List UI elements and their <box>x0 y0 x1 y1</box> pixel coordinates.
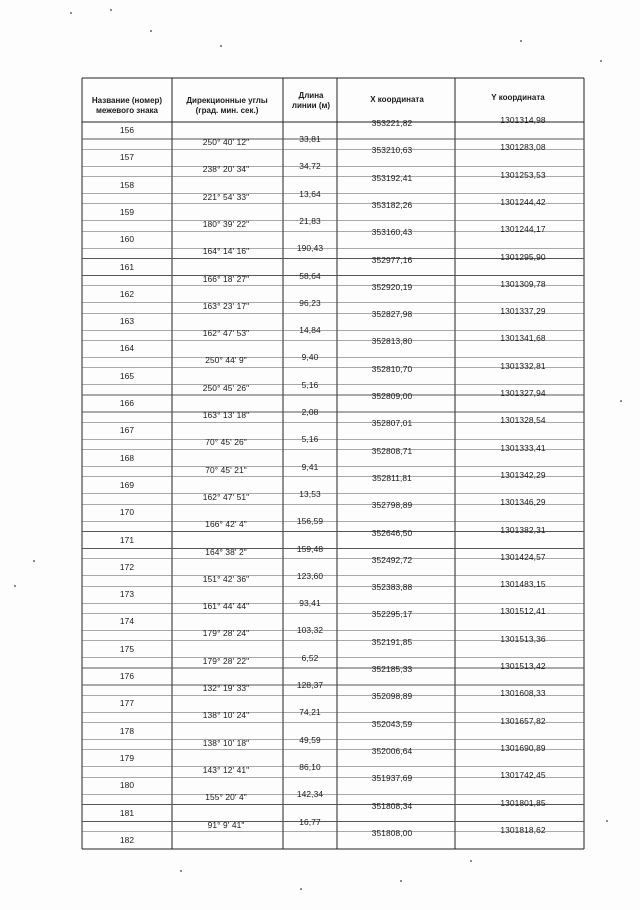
x-coordinate: 353210,63 <box>371 145 413 156</box>
y-coordinate: 1301327,94 <box>500 388 546 398</box>
y-coordinate: 1301337,29 <box>500 306 546 317</box>
point-name: 168 <box>119 452 135 463</box>
x-coordinate: 352295,17 <box>371 609 413 620</box>
direction-angle: 238° 20' 34" <box>202 164 250 175</box>
x-coordinate: 352808,71 <box>371 445 413 456</box>
y-coordinate: 1301657,82 <box>500 715 546 726</box>
line-length: 5,16 <box>301 379 319 390</box>
point-name: 157 <box>119 152 135 163</box>
point-name: 180 <box>119 780 135 791</box>
y-coordinate: 1301483,15 <box>500 579 546 590</box>
scan-speck <box>220 45 222 47</box>
x-coordinate: 352977,16 <box>371 254 413 265</box>
direction-angle: 151° 42' 36" <box>202 573 250 584</box>
x-coordinate: 352492,72 <box>371 554 413 565</box>
x-coordinate: 353160,43 <box>371 227 413 238</box>
direction-angle: 166° 42' 4" <box>205 519 247 530</box>
point-name: 170 <box>119 507 135 518</box>
y-coordinate: 1301328,54 <box>500 415 546 426</box>
line-length: 142,34 <box>296 789 324 800</box>
y-coordinate: 1301283,08 <box>500 142 546 153</box>
direction-angle: 221° 54' 33" <box>202 191 250 202</box>
line-length: 16,77 <box>299 816 321 827</box>
point-name: 179 <box>119 752 135 763</box>
direction-angle: 250° 44' 9" <box>205 355 247 366</box>
line-length: 156,59 <box>296 516 324 527</box>
x-coordinate: 352646,50 <box>371 527 413 538</box>
line-length: 34,72 <box>299 161 321 172</box>
line-length: 159,48 <box>296 543 324 554</box>
point-name: 172 <box>119 561 135 572</box>
scan-speck <box>14 585 16 587</box>
scan-speck <box>180 870 182 872</box>
point-name: 156 <box>119 125 135 135</box>
line-length: 5,16 <box>301 434 319 445</box>
point-name: 164 <box>119 343 135 354</box>
point-name: 166 <box>119 398 135 408</box>
x-coordinate: 352098,89 <box>371 691 413 702</box>
direction-angle: 143° 12' 41" <box>202 764 250 775</box>
x-coordinate: 352006,64 <box>371 745 413 756</box>
x-coordinate: 352191,85 <box>371 636 413 647</box>
scan-speck <box>70 12 72 14</box>
x-coordinate: 353192,41 <box>371 172 413 183</box>
line-length: 6,52 <box>301 652 319 663</box>
scan-speck <box>606 820 608 822</box>
y-coordinate: 1301244,42 <box>500 196 546 207</box>
scan-speck <box>600 60 602 62</box>
line-length: 96,23 <box>299 297 321 308</box>
line-length: 13,53 <box>299 488 321 499</box>
y-coordinate: 1301742,45 <box>500 770 546 781</box>
scan-speck <box>300 888 302 890</box>
direction-angle: 132° 19' 33" <box>202 683 250 693</box>
point-name: 159 <box>119 206 135 217</box>
point-name: 181 <box>119 807 135 818</box>
line-length: 128,37 <box>296 680 324 690</box>
y-coordinate: 1301295,90 <box>500 251 546 262</box>
y-coordinate: 1301424,57 <box>500 551 546 562</box>
y-coordinate: 1301512,41 <box>500 606 546 617</box>
y-coordinate: 1301818,62 <box>500 824 546 835</box>
line-length: 74,21 <box>299 707 321 718</box>
x-coordinate: 352811,81 <box>372 472 412 483</box>
line-length: 14,84 <box>299 325 321 336</box>
direction-angle: 163° 23' 17" <box>202 300 250 311</box>
line-length: 93,41 <box>299 598 321 609</box>
y-coordinate: 1301513,42 <box>500 661 546 671</box>
direction-angle: 179° 28' 22" <box>202 655 250 666</box>
line-length: 9,41 <box>301 461 319 472</box>
point-name: 167 <box>119 425 135 436</box>
direction-angle: 164° 38' 2" <box>205 546 247 557</box>
y-coordinate: 1301690,89 <box>500 742 546 753</box>
line-length: 13,64 <box>299 188 321 199</box>
y-coordinate: 1301341,68 <box>500 333 546 344</box>
x-coordinate: 352809,00 <box>371 391 413 401</box>
header-angle: Дирекционные углы (град. мин. сек.) <box>186 96 268 115</box>
y-coordinate: 1301513,36 <box>500 633 546 644</box>
y-coordinate: 1301608,33 <box>500 688 546 699</box>
x-coordinate: 352810,70 <box>371 363 413 374</box>
x-coordinate: 352920,19 <box>371 281 413 292</box>
point-name: 178 <box>119 725 135 736</box>
direction-angle: 91° 9' 41" <box>207 819 245 830</box>
x-coordinate: 352813,80 <box>371 336 413 347</box>
line-length: 190,43 <box>296 243 324 254</box>
direction-angle: 161° 44' 44" <box>202 601 250 612</box>
point-name: 165 <box>119 370 135 381</box>
x-coordinate: 351937,69 <box>371 773 413 784</box>
scan-speck <box>400 880 402 882</box>
direction-angle: 70° 45' 21" <box>205 464 247 475</box>
point-name: 160 <box>119 234 135 245</box>
point-name: 161 <box>119 261 135 272</box>
line-length: 21,83 <box>299 215 321 226</box>
header-x: X координата <box>370 95 424 104</box>
x-coordinate: 353182,26 <box>371 199 413 210</box>
y-coordinate: 1301346,29 <box>500 497 546 508</box>
y-coordinate: 1301244,17 <box>500 224 546 235</box>
direction-angle: 164° 14' 16" <box>202 246 250 257</box>
line-length: 49,59 <box>299 734 321 745</box>
line-length: 86,10 <box>299 761 321 772</box>
x-coordinate: 352043,59 <box>371 718 413 729</box>
point-name: 163 <box>119 316 135 327</box>
y-coordinate: 1301253,53 <box>500 169 546 180</box>
scan-speck <box>470 860 472 862</box>
x-coordinate: 352185,33 <box>371 664 413 674</box>
point-name: 173 <box>119 589 135 600</box>
point-name: 171 <box>119 534 135 545</box>
direction-angle: 166° 18' 27" <box>202 273 250 284</box>
x-coordinate: 352798,89 <box>371 500 413 511</box>
scan-speck <box>150 30 152 32</box>
direction-angle: 179° 28' 24" <box>202 628 250 639</box>
point-name: 175 <box>119 643 135 654</box>
line-length: 2,08 <box>301 407 319 417</box>
scan-speck <box>620 400 622 402</box>
point-name: 177 <box>119 698 135 709</box>
direction-angle: 162° 47' 53" <box>202 328 250 339</box>
header-name: Название (номер) межевого знака <box>91 96 163 115</box>
y-coordinate: 1301342,29 <box>500 469 546 480</box>
y-coordinate: 1301332,81 <box>500 360 546 371</box>
point-name: 158 <box>119 179 135 190</box>
direction-angle: 163° 13' 18" <box>202 410 250 420</box>
scan-speck <box>520 40 522 42</box>
line-length: 33,81 <box>299 134 321 144</box>
y-coordinate: 1301333,41 <box>500 442 546 453</box>
direction-angle: 162° 47' 51" <box>202 491 250 502</box>
direction-angle: 138° 10' 24" <box>202 710 250 721</box>
header-length: Длина линии (м) <box>291 91 331 110</box>
direction-angle: 180° 39' 22" <box>202 218 250 229</box>
x-coordinate: 352807,01 <box>371 418 413 429</box>
scan-speck <box>33 560 35 562</box>
x-coordinate: 352827,98 <box>371 309 413 320</box>
scan-speck <box>110 9 112 11</box>
x-coordinate: 352383,88 <box>371 582 413 593</box>
point-name: 169 <box>119 479 135 490</box>
line-length: 103,32 <box>296 625 324 636</box>
y-coordinate: 1301382,31 <box>500 524 546 535</box>
point-name: 162 <box>119 288 135 299</box>
point-name: 174 <box>119 616 135 627</box>
direction-angle: 250° 45' 26" <box>202 382 250 393</box>
y-coordinate: 1301801,85 <box>500 797 546 808</box>
y-coordinate: 1301309,78 <box>500 278 546 289</box>
direction-angle: 250° 40' 12" <box>202 137 250 147</box>
direction-angle: 155° 20' 4" <box>205 792 247 803</box>
header-y: Y координата <box>491 93 545 102</box>
x-coordinate: 351808,00 <box>371 827 413 838</box>
point-name: 182 <box>119 834 135 845</box>
line-length: 58,64 <box>299 270 321 281</box>
line-length: 123,60 <box>296 570 324 581</box>
x-coordinate: 353221,82 <box>371 118 413 128</box>
x-coordinate: 351808,34 <box>371 800 413 811</box>
direction-angle: 138° 10' 18" <box>202 737 250 748</box>
direction-angle: 70° 45' 26" <box>205 437 247 448</box>
y-coordinate: 1301314,98 <box>500 115 546 125</box>
point-name: 176 <box>119 671 135 681</box>
line-length: 9,40 <box>301 352 319 363</box>
